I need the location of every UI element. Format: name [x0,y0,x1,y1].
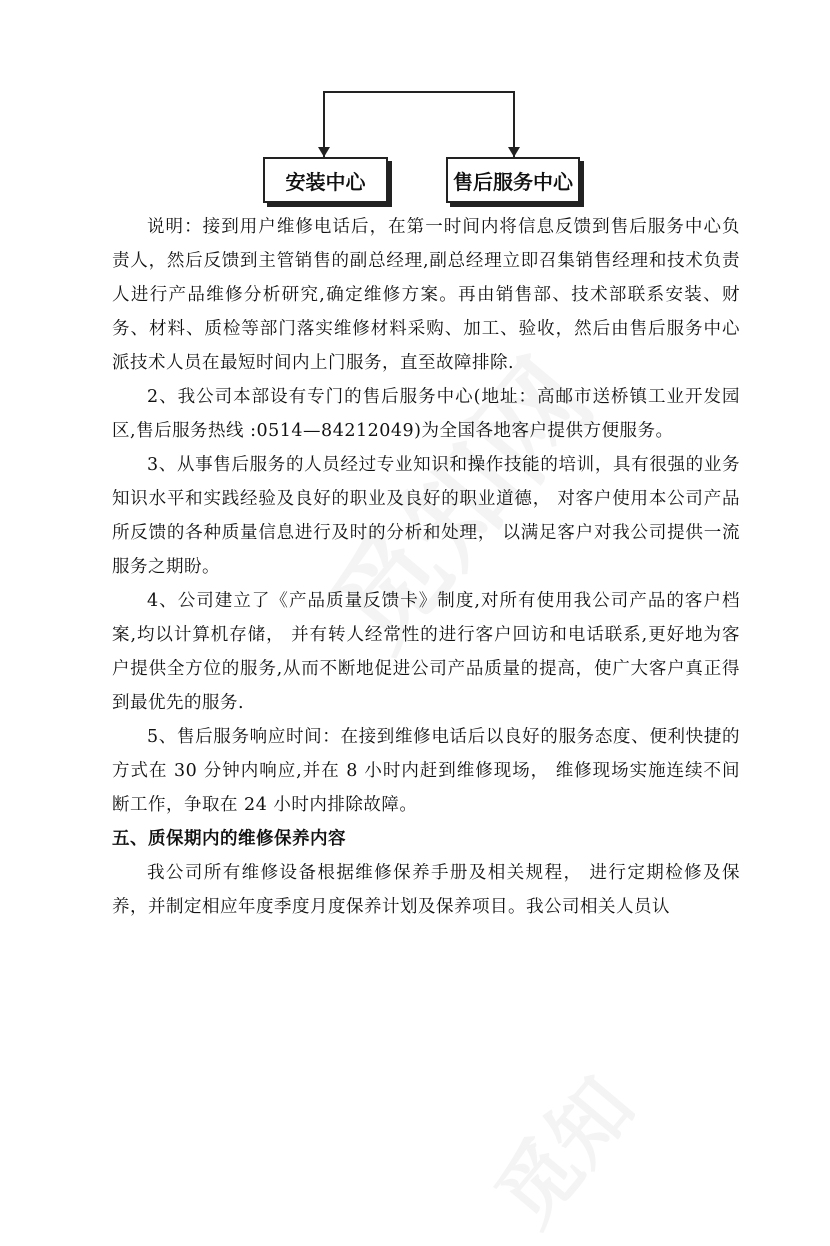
section-heading: 五、质保期内的维修保养内容 [112,829,346,849]
arrow-left-icon [318,147,330,157]
connector-line [324,92,514,157]
paragraph-explanation: 说明：接到用户维修电话后，在第一时间内将信息反馈到售后服务中心负责人，然后反馈到主管销售的副总经理,副总经理立即召集销售经理和技术负责人进行产品维修分析研究,确定维修方案。再由销售部、技术部联系安装、财务、材料、质检等部门落实维修材料采购、加工、验收，然后由售后服务中心派技术人员在最短时间内上门服务，直至故障排除. [112,217,740,373]
paragraph-item-4: 4、公司建立了《产品质量反馈卡》制度,对所有使用我公司产品的客户档案,均以计算机存储， 并有转人经常性的进行客户回访和电话联系,更好地为客户提供全方位的服务,从而不断地促进公司产品质量的提高，使广大客户真正得到最优先的服务. [112,591,740,713]
document-body [112,210,740,924]
section-paragraph: 我公司所有维修设备根据维修保养手册及相关规程， 进行定期检修及保养，并制定相应年度季度月度保养计划及保养项目。我公司相关人员认 [112,863,740,917]
flowchart-connector [0,0,830,210]
install-center-box: 安装中心 [263,157,388,203]
paragraph-item-5: 5、售后服务响应时间：在接到维修电话后以良好的服务态度、便利快捷的方式在 30 分钟内响应,并在 8 小时内赶到维修现场， 维修现场实施连续不间断工作，争取在 24 小时内排除故障。 [112,727,740,815]
arrow-right-icon [508,147,520,157]
paragraph-item-3: 3、从事售后服务的人员经过专业知识和操作技能的培训，具有很强的业务知识水平和实践经验及良好的职业及良好的职业道德， 对客户使用本公司产品所反馈的各种质量信息进行及时的分析和处理， 以满足客户对我公司提供一流服务之期盼。 [112,455,740,577]
watermark-bottom [465,1049,656,1245]
after-sales-center-box: 售后服务中心 [446,157,580,203]
paragraph-item-2: 2、我公司本部设有专门的售后服务中心(地址：高邮市送桥镇工业开发园区,售后服务热线 :0514—84212049)为全国各地客户提供方便服务。 [112,387,740,441]
